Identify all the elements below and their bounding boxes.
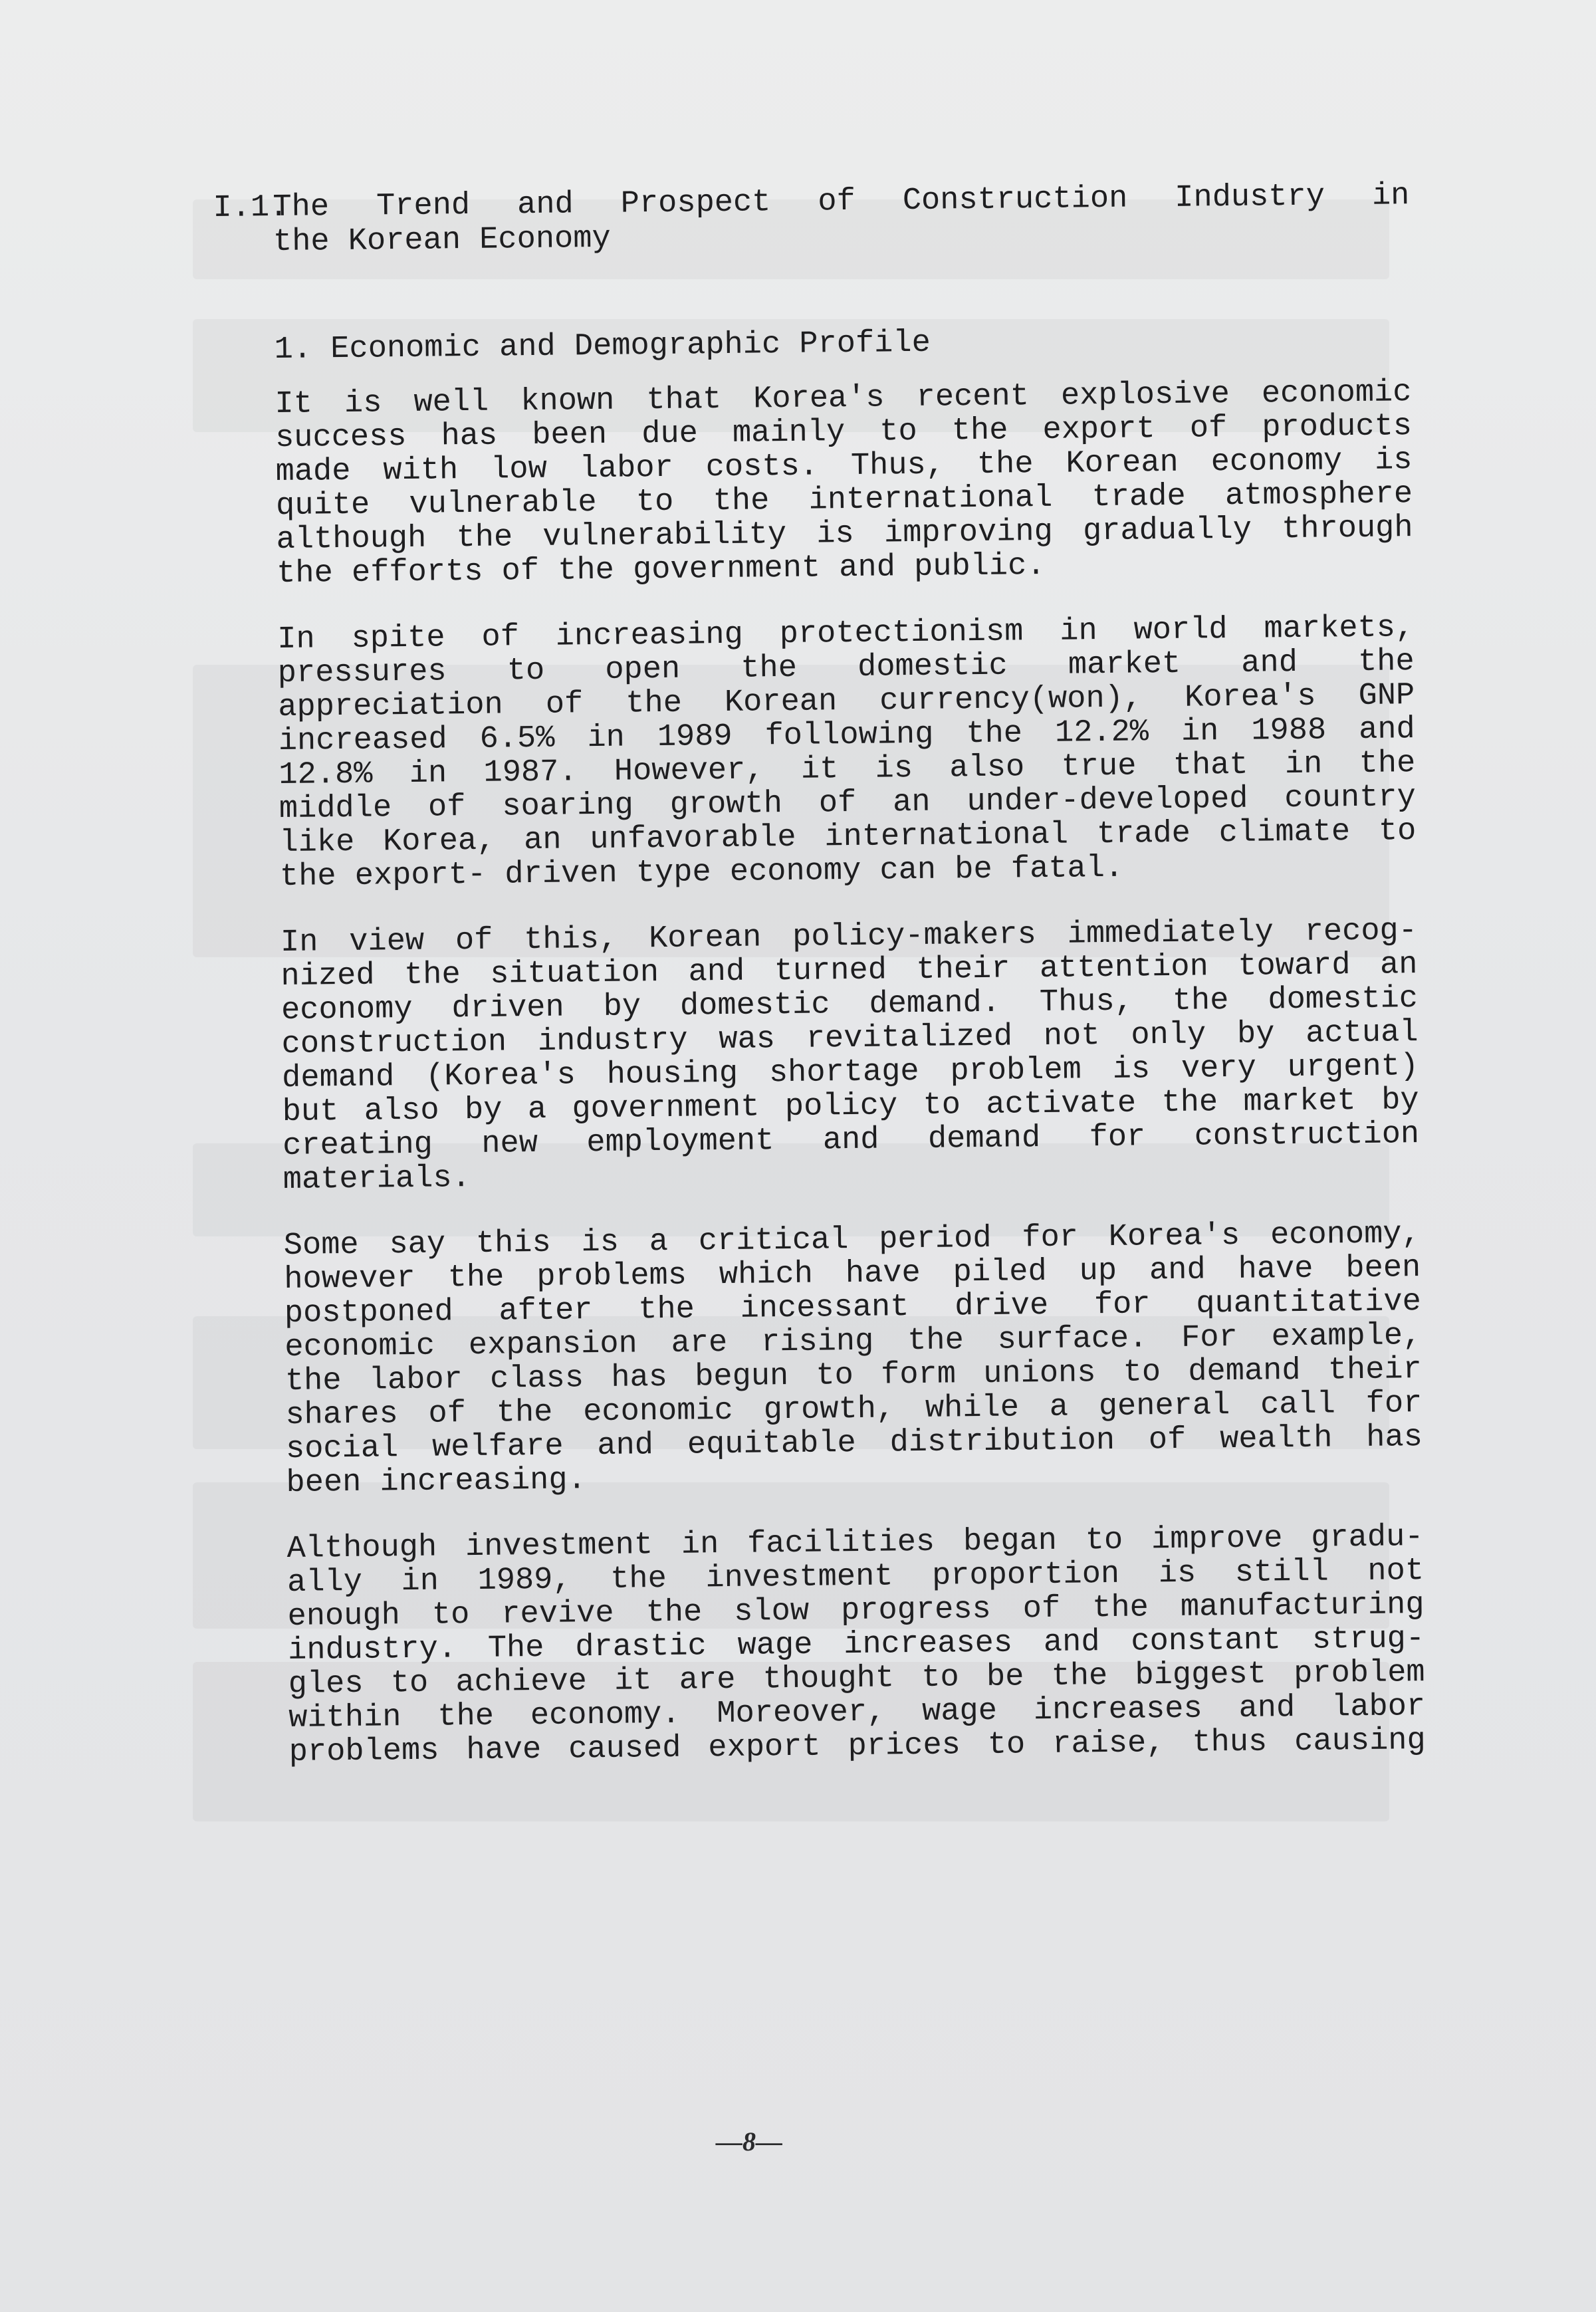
paragraph-line: social welfare and equitable distribution of wealth has	[285, 1420, 1423, 1467]
paragraph-line: Some say this is a critical period for Korea's economy,	[283, 1216, 1421, 1264]
text-body	[213, 167, 1426, 1770]
paragraph-line: within the economy. Moreover, wage increases and labor	[288, 1689, 1426, 1736]
paragraph-line: materials.	[283, 1161, 471, 1198]
paragraph-4	[284, 1217, 1423, 1500]
paragraph-line: been increasing.	[286, 1462, 587, 1501]
paragraph-3	[281, 914, 1420, 1197]
page-number: —8—	[716, 2127, 782, 2156]
paragraph-line: industry. The drastic wage increases and constant strug-	[287, 1621, 1425, 1669]
paragraph-5	[286, 1520, 1426, 1770]
paragraph-line: construction industry was revitalized not only by actual	[281, 1015, 1419, 1062]
paragraph-line: appreciation of the Korean currency(won), Korea's GNP	[278, 678, 1415, 726]
paragraph-line: Although investment in facilities began to improve gradu-	[286, 1520, 1424, 1567]
paragraph-line: nized the situation and turned their attention toward an	[281, 947, 1418, 994]
paragraph-line: quite vulnerable to the international trade atmosphere	[275, 477, 1413, 524]
paragraph-line: success has been due mainly to the export of products	[275, 409, 1413, 457]
paragraph-line: the efforts of the government and public.	[276, 548, 1046, 592]
paragraph-line: creating new employment and demand for construction	[282, 1117, 1420, 1164]
paragraph-line: the labor class has begun to form unions to demand their	[285, 1352, 1423, 1399]
paragraph-line: although the vulnerability is improving gradually through	[276, 511, 1413, 558]
paragraph-line: gles to achieve it are thought to be the biggest problem	[288, 1655, 1425, 1702]
paragraph-line: In spite of increasing protectionism in world markets,	[277, 610, 1415, 658]
paragraph-line: shares of the economic growth, while a general call for	[285, 1386, 1423, 1433]
paragraph-2	[277, 611, 1417, 894]
paragraph-line: increased 6.5% in 1989 following the 12.2% in 1988 and	[278, 712, 1416, 760]
paragraph-line: In view of this, Korean policy-makers immediately recog-	[280, 913, 1418, 961]
section-title-line-2: the Korean Economy	[273, 221, 611, 261]
paragraph-line: demand (Korea's housing shortage problem is very urgent)	[281, 1049, 1419, 1096]
paragraph-line: but also by a government policy to activate the market by	[282, 1083, 1419, 1130]
section-number: I.1.	[213, 189, 288, 226]
paragraph-line: the export- driven type economy can be fatal.	[279, 850, 1124, 895]
paragraph-line: however the problems which have piled up and have been	[284, 1250, 1421, 1298]
paragraph-line: ally in 1989, the investment proportion is still not	[286, 1554, 1425, 1601]
paragraph-line: postponed after the incessant drive for quantitative	[284, 1284, 1422, 1331]
paragraph-line: made with low labor costs. Thus, the Korean economy is	[275, 443, 1413, 491]
paragraph-line: It is well known that Korea's recent explosive economic	[275, 375, 1412, 423]
paragraph-line: problems have caused export prices to raise, thus causing	[288, 1723, 1426, 1770]
paragraph-line: like Korea, an unfavorable international trade climate to	[279, 814, 1417, 862]
paragraph-1	[275, 376, 1413, 591]
paragraph-line: economic expansion are rising the surface. For example,	[285, 1318, 1422, 1365]
paragraph-line: enough to revive the slow progress of the manufacturing	[287, 1587, 1425, 1635]
subsection-heading: 1. Economic and Demographic Profile	[274, 325, 931, 368]
paragraph-line: 12.8% in 1987. However, it is also true that in the	[279, 746, 1416, 794]
paragraph-line: middle of soaring growth of an under-developed country	[279, 780, 1417, 828]
paragraph-line: economy driven by domestic demand. Thus, the domestic	[281, 981, 1419, 1028]
paragraph-line: pressures to open the domestic market and the	[277, 644, 1415, 692]
section-title-line-1: The Trend and Prospect of Construction Industry in	[273, 178, 1410, 226]
